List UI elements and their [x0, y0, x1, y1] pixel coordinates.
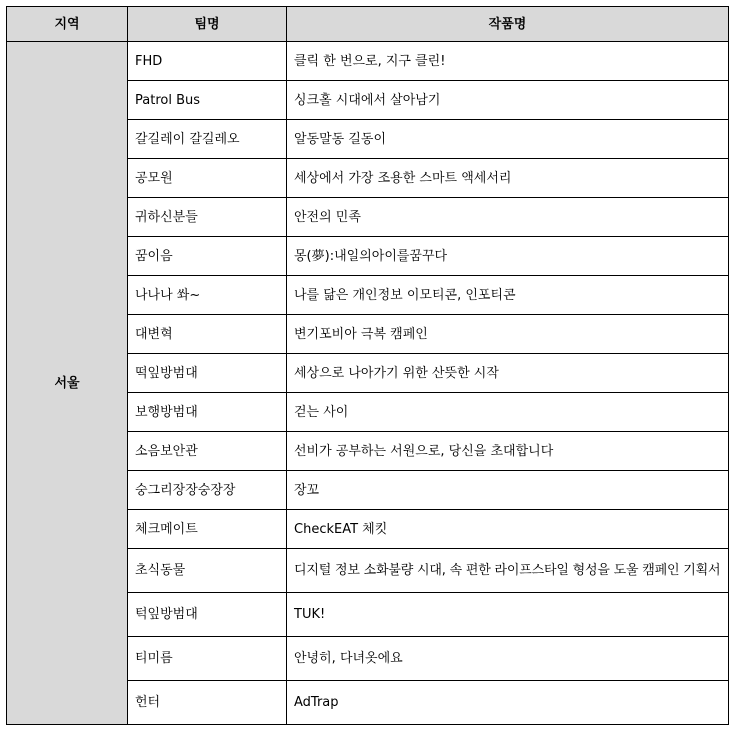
- work-cell: TUK!: [287, 593, 729, 637]
- team-cell: 소음보안관: [128, 432, 287, 471]
- team-cell: 대변혁: [128, 315, 287, 354]
- team-cell: 헌터: [128, 681, 287, 725]
- team-cell: 귀하신분들: [128, 198, 287, 237]
- team-cell: 초식동물: [128, 549, 287, 593]
- team-cell: 나나나 쏴~: [128, 276, 287, 315]
- work-cell: 안녕히, 다녀옷에요: [287, 637, 729, 681]
- team-cell: 꿈이음: [128, 237, 287, 276]
- table-row: [7, 42, 729, 81]
- header-team: 팀명: [128, 7, 287, 42]
- work-cell: 디지털 정보 소화불량 시대, 속 편한 라이프스타일 형성을 도울 캠페인 기획서: [287, 549, 729, 593]
- team-cell: 갈길레이 갈길레오: [128, 120, 287, 159]
- work-cell: 알동말동 길동이: [287, 120, 729, 159]
- team-cell: 공모원: [128, 159, 287, 198]
- team-cell: 보행방범대: [128, 393, 287, 432]
- work-cell: 안전의 민족: [287, 198, 729, 237]
- team-cell: 턱잎방범대: [128, 593, 287, 637]
- work-cell: 클릭 한 번으로, 지구 클린!: [287, 42, 729, 81]
- work-cell: 선비가 공부하는 서원으로, 당신을 초대합니다: [287, 432, 729, 471]
- teams-table: [6, 6, 729, 725]
- work-cell: 장꼬: [287, 471, 729, 510]
- work-cell: CheckEAT 체킷: [287, 510, 729, 549]
- work-cell: 변기포비아 극복 캠페인: [287, 315, 729, 354]
- team-cell: 떡잎방범대: [128, 354, 287, 393]
- team-cell: FHD: [128, 42, 287, 81]
- team-cell: 숭그리장장숭장장: [128, 471, 287, 510]
- work-cell: 세상에서 가장 조용한 스마트 액세서리: [287, 159, 729, 198]
- work-cell: 싱크홀 시대에서 살아남기: [287, 81, 729, 120]
- region-cell: 서울: [7, 42, 128, 725]
- team-cell: Patrol Bus: [128, 81, 287, 120]
- work-cell: 세상으로 나아가기 위한 산뜻한 시작: [287, 354, 729, 393]
- header-region: 지역: [7, 7, 128, 42]
- header-work: 작품명: [287, 7, 729, 42]
- team-cell: 체크메이트: [128, 510, 287, 549]
- header-row: [7, 7, 729, 42]
- work-cell: 나를 닮은 개인정보 이모티콘, 인포티콘: [287, 276, 729, 315]
- work-cell: AdTrap: [287, 681, 729, 725]
- work-cell: 걷는 사이: [287, 393, 729, 432]
- team-cell: 티미름: [128, 637, 287, 681]
- work-cell: 몽(夢):내일의아이를꿈꾸다: [287, 237, 729, 276]
